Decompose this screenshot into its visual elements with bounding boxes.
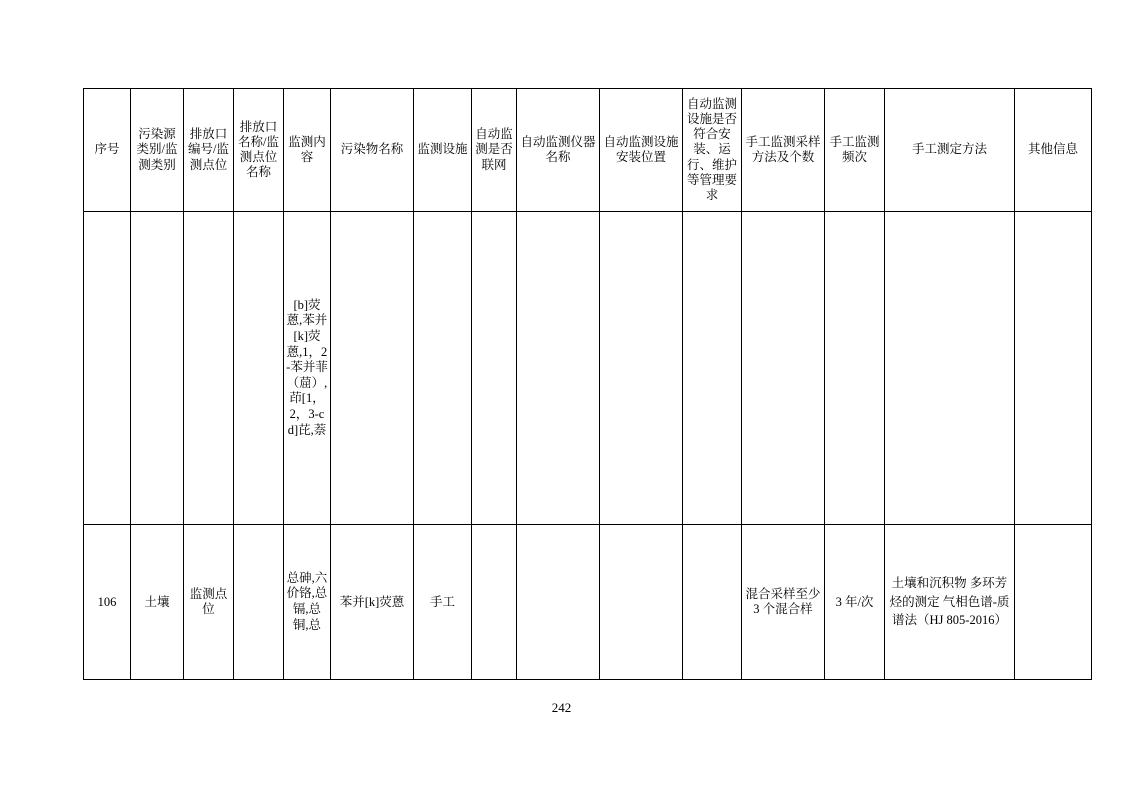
cell-seq: 106 — [84, 525, 131, 680]
header-cell-manual-frequency: 手工监测频次 — [825, 89, 885, 212]
header-row — [84, 89, 1092, 212]
cell-outlet-code — [184, 212, 234, 525]
table-row — [84, 525, 1092, 680]
header-cell-manual-sampling: 手工监测采样方法及个数 — [742, 89, 825, 212]
cell-pollutant: 苯并[k]荧蒽 — [331, 525, 414, 680]
cell-manual-method — [885, 212, 1015, 525]
header-cell-manual-method: 手工测定方法 — [885, 89, 1015, 212]
header-cell-auto-network: 自动监测是否联网 — [472, 89, 517, 212]
cell-outlet-name — [234, 212, 284, 525]
cell-auto-compliance — [683, 212, 742, 525]
cell-auto-network — [472, 212, 517, 525]
header-cell-monitor-content: 监测内容 — [284, 89, 331, 212]
header-cell-auto-position: 自动监测设施安装位置 — [600, 89, 683, 212]
cell-outlet-code: 监测点位 — [184, 525, 234, 680]
table-body — [84, 212, 1092, 680]
header-cell-seq: 序号 — [84, 89, 131, 212]
cell-other-info — [1015, 525, 1092, 680]
table-row — [84, 212, 1092, 525]
cell-auto-position — [600, 212, 683, 525]
header-cell-other-info: 其他信息 — [1015, 89, 1092, 212]
header-cell-auto-compliance: 自动监测设施是否符合安装、运行、维护等管理要求 — [683, 89, 742, 212]
table-header — [84, 89, 1092, 212]
cell-manual-frequency — [825, 212, 885, 525]
cell-monitor-content: 总砷,六价铬,总镉,总铜,总 — [284, 525, 331, 680]
cell-manual-sampling — [742, 212, 825, 525]
header-cell-pollutant: 污染物名称 — [331, 89, 414, 212]
cell-auto-instrument — [517, 212, 600, 525]
cell-auto-instrument — [517, 525, 600, 680]
header-cell-outlet-name: 排放口名称/监测点位名称 — [234, 89, 284, 212]
monitoring-table-container — [83, 88, 1078, 680]
header-cell-auto-instrument: 自动监测仪器名称 — [517, 89, 600, 212]
cell-manual-method: 土壤和沉积物 多环芳烃的测定 气相色谱-质谱法（HJ 805-2016） — [885, 525, 1015, 680]
cell-source-type: 土壤 — [131, 525, 184, 680]
cell-source-type — [131, 212, 184, 525]
cell-other-info — [1015, 212, 1092, 525]
header-cell-facility: 监测设施 — [414, 89, 472, 212]
monitoring-table — [83, 88, 1092, 680]
cell-manual-frequency: 3 年/次 — [825, 525, 885, 680]
cell-auto-network — [472, 525, 517, 680]
cell-outlet-name — [234, 525, 284, 680]
header-cell-source-type: 污染源类别/监测类别 — [131, 89, 184, 212]
cell-auto-compliance — [683, 525, 742, 680]
cell-facility: 手工 — [414, 525, 472, 680]
page-number: 242 — [551, 700, 572, 715]
cell-manual-sampling: 混合采样至少 3 个混合样 — [742, 525, 825, 680]
header-cell-outlet-code: 排放口编号/监测点位 — [184, 89, 234, 212]
cell-auto-position — [600, 525, 683, 680]
cell-monitor-content: [b]荧蒽,苯并[k]荧蒽,1，2-苯并菲（䓛）,茚[1，2，3-cd]芘,萘 — [284, 212, 331, 525]
cell-seq — [84, 212, 131, 525]
cell-pollutant — [331, 212, 414, 525]
cell-facility — [414, 212, 472, 525]
